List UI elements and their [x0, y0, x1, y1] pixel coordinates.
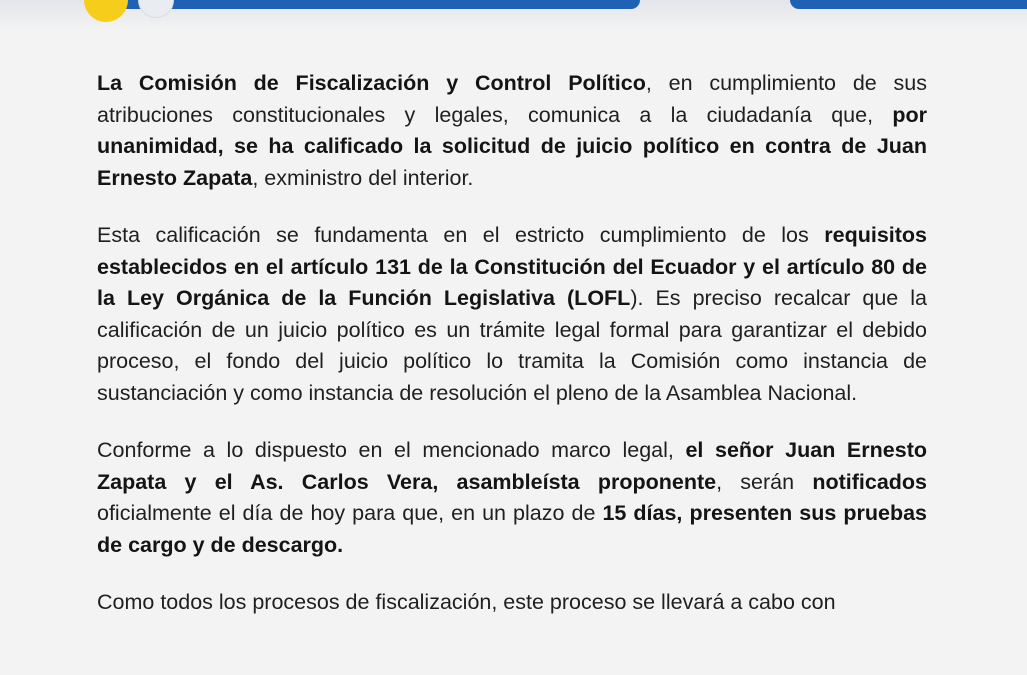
paragraph-1 — [97, 68, 927, 194]
paragraph-3 — [97, 435, 927, 561]
text-segment: , en cumplimiento de sus atribuciones constitucionales y legales, comunica a la ciudadanía que, — [97, 71, 927, 127]
top-banner — [0, 0, 1027, 30]
text-segment: Como todos los procesos de fiscalización, este proceso se llevará a cabo con — [97, 590, 836, 614]
paragraph-2 — [97, 220, 927, 409]
notified-highlight: notificados — [812, 469, 927, 494]
banner-blue-band-right — [790, 0, 1027, 9]
text-segment: ). Es preciso recalcar que la calificación de un juicio político es un trámite legal formal para garantizar el debido proceso, el fondo del juicio político lo tramita la Comisión como instancia de sustanciación y como instancia de resolución el pleno de la Asamblea Nacional. — [97, 286, 927, 405]
text-segment: Conforme a lo dispuesto en el mencionado marco legal, — [97, 438, 686, 462]
parties-highlight: el señor Juan Ernesto Zapata y el As. Carlos Vera, asambleísta proponente — [97, 438, 927, 494]
paragraph-4 — [97, 587, 927, 619]
grey-circle-decoration — [138, 0, 174, 18]
text-segment: , exministro del interior. — [252, 165, 474, 190]
text-segment: , serán — [716, 469, 813, 494]
text-segment: Esta calificación se fundamenta en el estricto cumplimiento de los — [97, 223, 825, 247]
banner-blue-band-left — [112, 0, 640, 9]
decision-highlight: por unanimidad, se ha calificado la solicitud de juicio político en contra de Juan Ernesto Zapata — [97, 102, 927, 190]
legal-basis-highlight: requisitos establecidos en el artículo 131 de la Constitución del Ecuador y el artículo 80 de la Ley Orgánica de la Función Legislativa (LOFL — [97, 223, 927, 310]
yellow-dot-decoration — [84, 0, 128, 22]
text-segment: oficialmente el día de hoy para que, en un plazo de — [97, 501, 603, 525]
statement-body — [97, 68, 927, 645]
commission-name: La Comisión de Fiscalización y Control Político — [97, 71, 646, 95]
deadline-highlight: 15 días, presenten sus pruebas de cargo y de descargo. — [97, 501, 927, 557]
